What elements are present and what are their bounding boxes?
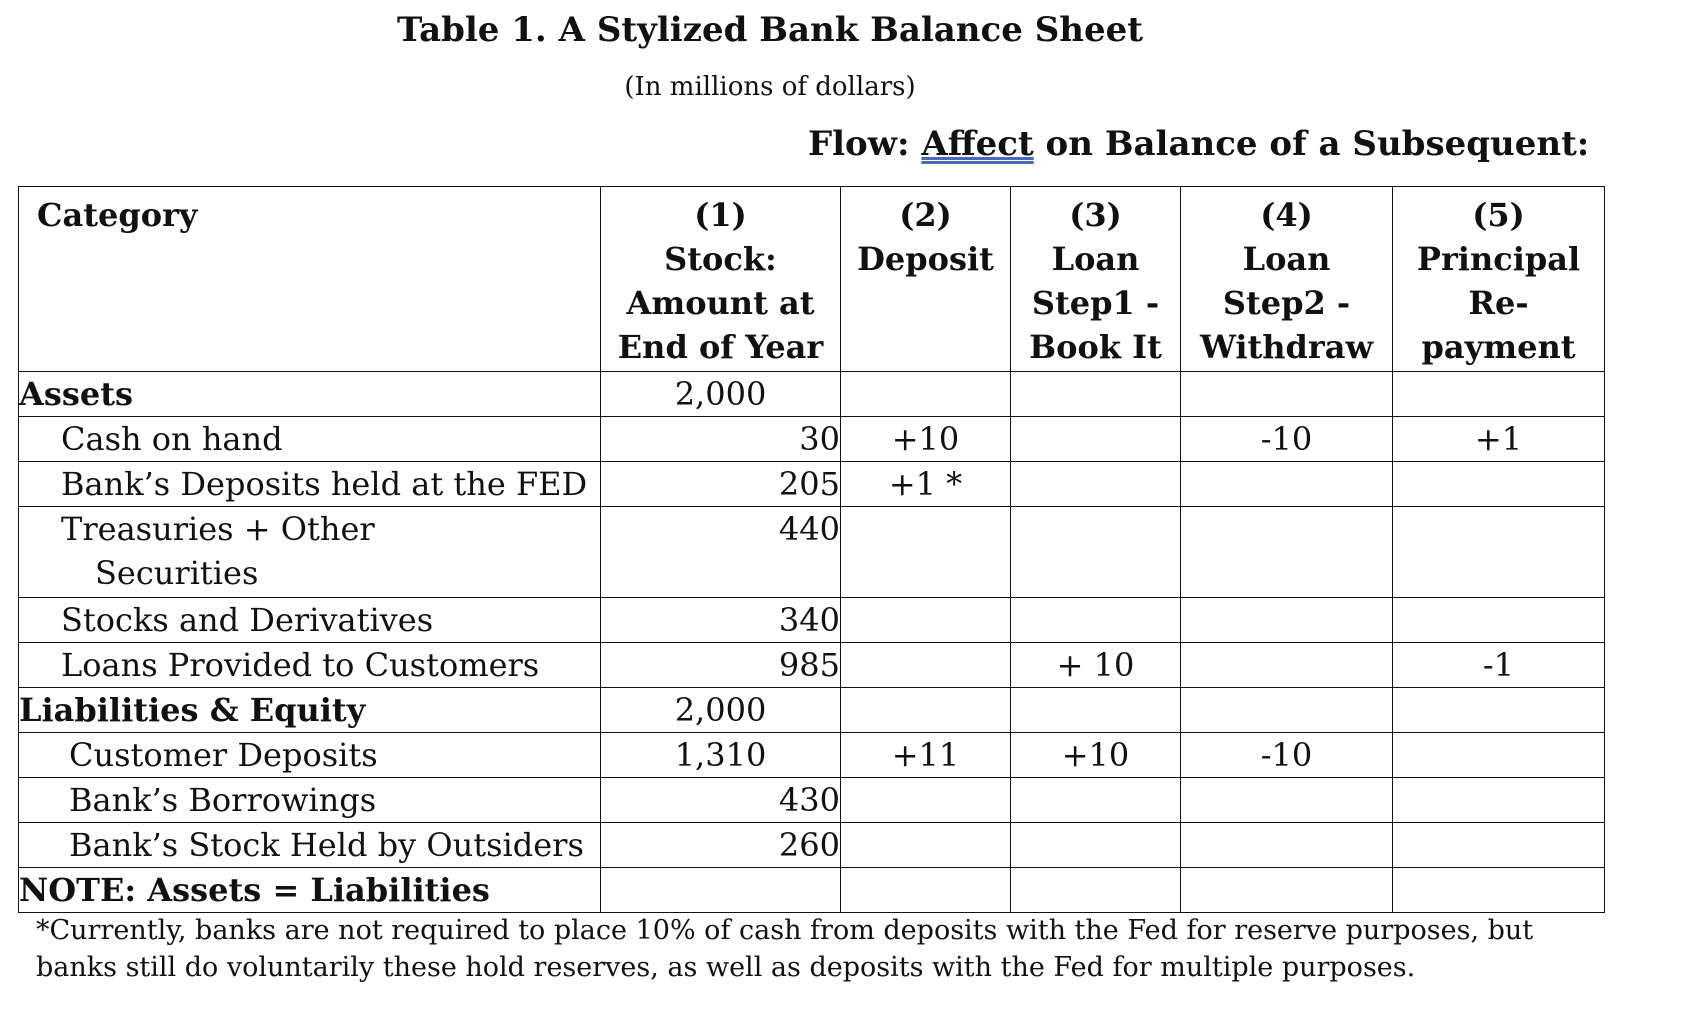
cell-stock: 2,000 (601, 688, 841, 733)
cell-stock: 205 (601, 462, 841, 507)
header-col2-line: Deposit (857, 240, 994, 278)
row-label: NOTE: Assets = Liabilities (19, 868, 601, 913)
header-col3-line: Step1 - (1031, 284, 1160, 322)
cell-loan-withdraw: -10 (1181, 417, 1393, 462)
cell-deposit (841, 643, 1011, 688)
header-col2-deposit (841, 187, 1011, 372)
cell-loan-book: +10 (1011, 733, 1181, 778)
row-label: Bank’s Borrowings (19, 778, 601, 823)
header-col5-line: (5) (1472, 196, 1525, 234)
flow-header-suffix: on Balance of a Subsequent: (1033, 124, 1590, 164)
header-col5-line: Re- (1468, 284, 1529, 322)
cell-loan-book (1011, 372, 1181, 417)
table-row-loans (19, 643, 1605, 688)
table-row-cash-on-hand (19, 417, 1605, 462)
cell-loan-withdraw (1181, 823, 1393, 868)
header-col3-line: Loan (1051, 240, 1140, 278)
cell-repayment (1393, 598, 1605, 643)
header-col3-line: Book It (1029, 328, 1162, 366)
row-label: Bank’s Stock Held by Outsiders (19, 823, 601, 868)
cell-loan-withdraw (1181, 462, 1393, 507)
table-title: Table 1. A Stylized Bank Balance Sheet (397, 10, 1143, 50)
header-col4-line: Step2 - (1222, 284, 1351, 322)
flow-header (808, 124, 1589, 164)
table-row-borrowings (19, 778, 1605, 823)
cell-loan-withdraw (1181, 507, 1393, 598)
cell-deposit (841, 598, 1011, 643)
header-col1-line: Amount at (626, 284, 815, 322)
cell-stock: 340 (601, 598, 841, 643)
cell-loan-withdraw (1181, 598, 1393, 643)
cell-deposit (841, 372, 1011, 417)
balance-sheet-table (18, 186, 1605, 913)
header-col5-repayment (1393, 187, 1605, 372)
cell-loan-withdraw (1181, 643, 1393, 688)
row-label: Assets (19, 372, 601, 417)
table-row-liabilities-equity (19, 688, 1605, 733)
cell-stock: 430 (601, 778, 841, 823)
cell-loan-book: + 10 (1011, 643, 1181, 688)
table-subtitle: (In millions of dollars) (624, 72, 916, 102)
row-label: Bank’s Deposits held at the FED (19, 462, 601, 507)
row-label: Stocks and Derivatives (19, 598, 601, 643)
table-row-stock-outsiders (19, 823, 1605, 868)
cell-repayment (1393, 823, 1605, 868)
cell-loan-book (1011, 778, 1181, 823)
cell-repayment (1393, 778, 1605, 823)
footnote-line1: *Currently, banks are not required to place 10% of cash from deposits with the Fed for reserve purposes, but (36, 915, 1534, 946)
header-col3-line: (3) (1069, 196, 1122, 234)
header-col4-loan-withdraw (1181, 187, 1393, 372)
header-col4-line: Loan (1242, 240, 1331, 278)
row-label-line1: Treasuries + Other (61, 510, 375, 548)
cell-repayment (1393, 372, 1605, 417)
cell-deposit (841, 868, 1011, 913)
cell-loan-withdraw (1181, 688, 1393, 733)
cell-repayment: +1 (1393, 417, 1605, 462)
header-category: Category (19, 187, 601, 372)
cell-loan-book (1011, 507, 1181, 598)
flow-header-prefix: Flow: (808, 124, 922, 164)
cell-loan-book (1011, 417, 1181, 462)
cell-stock: 30 (601, 417, 841, 462)
header-col5-line: payment (1421, 328, 1576, 366)
table-row-stocks-derivatives (19, 598, 1605, 643)
cell-loan-book (1011, 462, 1181, 507)
table-header-row (19, 187, 1605, 372)
table-row-deposits-at-fed (19, 462, 1605, 507)
cell-repayment (1393, 688, 1605, 733)
cell-repayment (1393, 868, 1605, 913)
cell-stock: 985 (601, 643, 841, 688)
header-col1-line: (1) (694, 196, 747, 234)
table-row-treasuries (19, 507, 1605, 598)
cell-repayment (1393, 462, 1605, 507)
cell-deposit (841, 823, 1011, 868)
cell-loan-book (1011, 823, 1181, 868)
cell-loan-book (1011, 688, 1181, 733)
table-row-assets (19, 372, 1605, 417)
header-col3-loan-book (1011, 187, 1181, 372)
table-row-note (19, 868, 1605, 913)
row-label: Loans Provided to Customers (19, 643, 601, 688)
cell-loan-book (1011, 598, 1181, 643)
cell-deposit: +11 (841, 733, 1011, 778)
header-col1-line: End of Year (617, 328, 824, 366)
header-col5-line: Principal (1416, 240, 1581, 278)
cell-deposit (841, 778, 1011, 823)
cell-loan-withdraw (1181, 868, 1393, 913)
header-col4-line: (4) (1260, 196, 1313, 234)
cell-loan-withdraw (1181, 778, 1393, 823)
cell-deposit: +1 * (841, 462, 1011, 507)
cell-stock: 2,000 (601, 372, 841, 417)
cell-stock: 260 (601, 823, 841, 868)
flow-header-affect: Affect (921, 124, 1034, 164)
footnote (36, 912, 1596, 986)
cell-loan-book (1011, 868, 1181, 913)
row-label: Customer Deposits (19, 733, 601, 778)
row-label (19, 507, 601, 598)
cell-repayment (1393, 507, 1605, 598)
cell-repayment: -1 (1393, 643, 1605, 688)
cell-stock: 1,310 (601, 733, 841, 778)
footnote-line2: banks still do voluntarily these hold reserves, as well as deposits with the Fed for multiple purposes. (36, 952, 1416, 983)
cell-stock (601, 868, 841, 913)
cell-deposit (841, 507, 1011, 598)
cell-stock: 440 (601, 507, 841, 598)
header-col1-line: Stock: (664, 240, 777, 278)
table-row-customer-deposits (19, 733, 1605, 778)
cell-loan-withdraw (1181, 372, 1393, 417)
header-col4-line: Withdraw (1199, 328, 1374, 366)
cell-loan-withdraw: -10 (1181, 733, 1393, 778)
row-label-line2: Securities (95, 554, 259, 592)
cell-deposit: +10 (841, 417, 1011, 462)
row-label: Cash on hand (19, 417, 601, 462)
row-label: Liabilities & Equity (19, 688, 601, 733)
cell-repayment (1393, 733, 1605, 778)
header-col1-stock (601, 187, 841, 372)
cell-deposit (841, 688, 1011, 733)
header-col2-line: (2) (899, 196, 952, 234)
